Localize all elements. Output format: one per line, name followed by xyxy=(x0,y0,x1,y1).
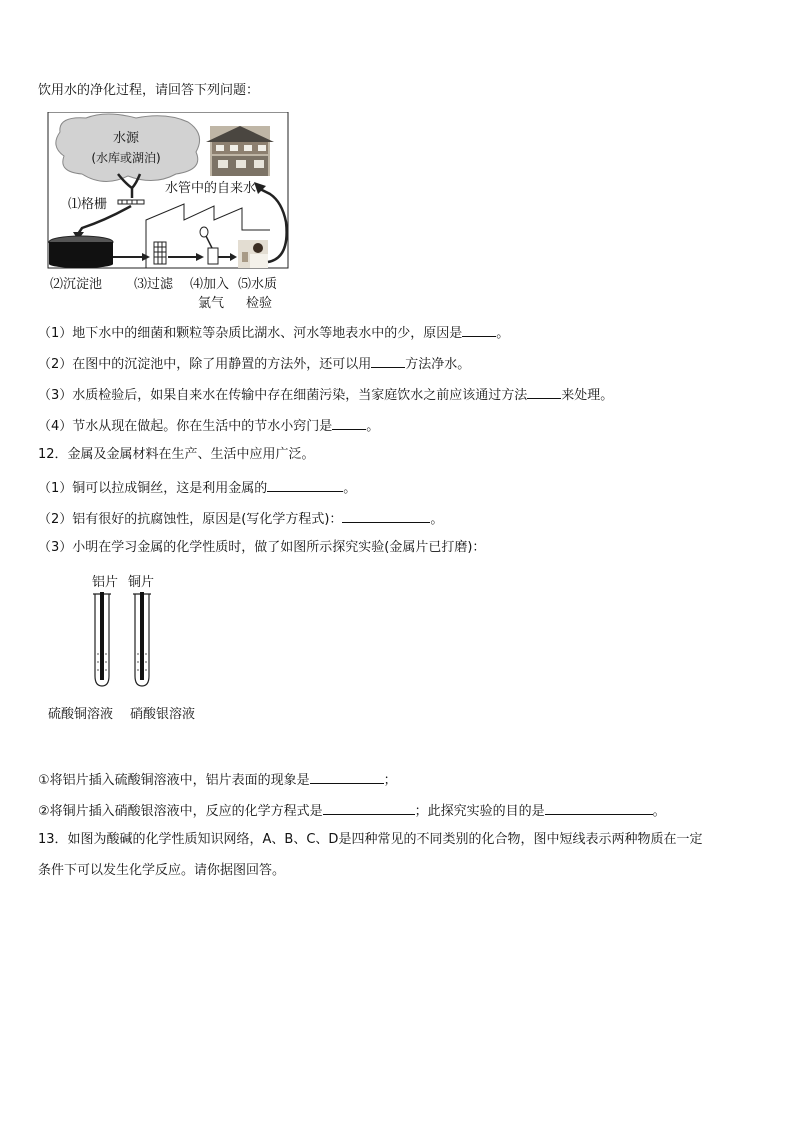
step5-label-1: ⑸水质 xyxy=(238,277,278,292)
step2-label: ⑵沉淀池 xyxy=(50,277,103,292)
test-tube-1 xyxy=(93,592,111,686)
q12-sub2-equation-blank[interactable] xyxy=(323,800,415,815)
q11-part1-end: 。 xyxy=(496,326,510,341)
q12-sub2-purpose-blank[interactable] xyxy=(545,800,653,815)
q11-part2-text: （2）在图中的沉淀池中，除了用静置的方法外，还可以用 xyxy=(38,357,372,372)
q13-line1: 13．如图为酸碱的化学性质知识网络，A、B、C、D是四种常见的不同类别的化合物，图中短线表示两种物质在一定 xyxy=(38,832,703,847)
water-purification-diagram xyxy=(46,112,296,312)
q12-part1-end: 。 xyxy=(343,481,357,496)
q12-stem: 12．金属及金属材料在生产、生活中应用广泛。 xyxy=(38,447,315,462)
step4-label-2: 氯气 xyxy=(198,296,225,311)
q12-sub2-mid: ；此探究实验的目的是 xyxy=(414,804,545,819)
q11-part3-answer-blank[interactable] xyxy=(527,384,561,399)
step1-label: ⑴格栅 xyxy=(68,197,108,212)
q12-part2-answer-blank[interactable] xyxy=(342,508,430,523)
q12-part1 xyxy=(38,477,356,498)
intro-text: 饮用水的净化过程，请回答下列问题： xyxy=(38,83,260,98)
q12-part1-text: （1）铜可以拉成铜丝，这是利用金属的 xyxy=(38,481,268,496)
q11-part1-answer-blank[interactable] xyxy=(462,322,496,337)
label-copper-sheet: 铜片 xyxy=(128,575,155,590)
q12-sub1-answer-blank[interactable] xyxy=(310,769,384,784)
q12-sub2-text: ②将铜片插入硝酸银溶液中，反应的化学方程式是 xyxy=(38,804,323,819)
test-tube-diagram xyxy=(44,572,224,724)
source-label-2: (水库或湖泊) xyxy=(91,151,161,165)
q12-part1-answer-blank[interactable] xyxy=(267,477,343,492)
q12-sub1 xyxy=(38,769,397,790)
q11-part3-end: 来处理。 xyxy=(561,388,614,403)
q11-part3-text: （3）水质检验后，如果自来水在传输中存在细菌污染，当家庭饮水之前应该通过方法 xyxy=(38,388,528,403)
step3-label: ⑶过滤 xyxy=(134,277,174,292)
q12-part2 xyxy=(38,508,443,529)
q11-part2-answer-blank[interactable] xyxy=(371,353,405,368)
building-photo xyxy=(206,126,274,176)
q12-part2-text: （2）铝有很好的抗腐蚀性，原因是(写化学方程式)： xyxy=(38,512,343,527)
q12-part3: （3）小明在学习金属的化学性质时，做了如图所示探究实验(金属片已打磨)： xyxy=(38,540,486,555)
q12-sub1-end: ； xyxy=(383,773,397,788)
label-aluminum-sheet: 铝片 xyxy=(92,575,119,590)
q11-part4 xyxy=(38,415,379,436)
q11-part2 xyxy=(38,353,470,374)
water-source-cloud xyxy=(56,114,200,182)
test-tube-2 xyxy=(133,592,151,686)
q11-part4-answer-blank[interactable] xyxy=(332,415,366,430)
q11-part4-text: （4）节水从现在做起。你在生活中的节水小窍门是 xyxy=(38,419,333,434)
step5-label-2: 检验 xyxy=(246,296,273,311)
q12-sub2 xyxy=(38,800,666,821)
q11-part2-end: 方法净水。 xyxy=(405,357,471,372)
q11-part4-end: 。 xyxy=(366,419,380,434)
source-label-1: 水源 xyxy=(112,131,140,146)
label-silver-nitrate-solution: 硝酸银溶液 xyxy=(130,707,196,722)
label-copper-sulfate-solution: 硫酸铜溶液 xyxy=(48,707,114,722)
step4-label-1: ⑷加入 xyxy=(190,277,230,292)
q12-part2-end: 。 xyxy=(430,512,444,527)
q12-sub1-text: ①将铝片插入硫酸铜溶液中，铝片表面的现象是 xyxy=(38,773,310,788)
q13-line2: 条件下可以发生化学反应。请你据图回答。 xyxy=(38,863,286,878)
q11-part1-text: （1）地下水中的细菌和颗粒等杂质比湖水、河水等地表水中的少，原因是 xyxy=(38,326,463,341)
q12-sub2-end: 。 xyxy=(652,804,666,819)
tap-water-label: 水管中的自来水 xyxy=(165,181,257,196)
q11-part1 xyxy=(38,322,509,343)
q11-part3 xyxy=(38,384,613,405)
